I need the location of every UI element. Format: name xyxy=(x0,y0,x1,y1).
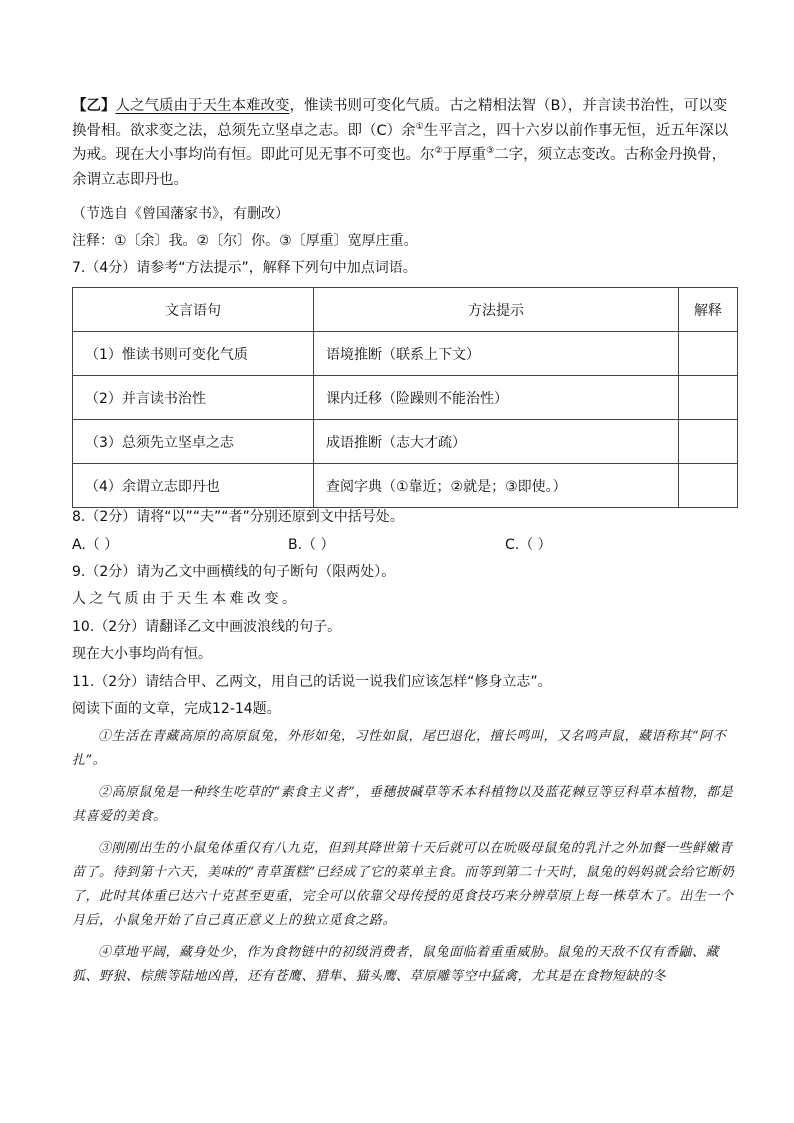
header-method: 方法提示 xyxy=(314,288,679,332)
source-note: （节选自《曾国藩家书》，有删改） xyxy=(72,206,289,222)
table-header-row xyxy=(73,288,738,332)
row-2-sentence: （2）并言读书治性 xyxy=(73,376,314,420)
passage-paragraph-1: ①生活在青藏高原的高原鼠兔，外形如兔，习性如鼠，尾巴退化，擅长鸣叫，又名鸣声鼠，藏语称其“阿不扎”。 xyxy=(72,729,727,768)
note-mark-3: ③ xyxy=(486,146,495,157)
row-2-method: 课内迁移（险躁则不能治性） xyxy=(314,376,679,420)
q8-option-a[interactable]: A.（ ） xyxy=(72,537,119,553)
yi-tag: 【乙】 xyxy=(72,98,116,114)
q7-table xyxy=(72,287,738,508)
underlined-sentence: 人之气质由于天生本难改变 xyxy=(115,98,290,114)
annotations: 注释：①〔余〕我。②〔尔〕你。③〔厚重〕宽厚庄重。 xyxy=(72,233,418,249)
yi-text-4: 二字，须立志变改。古称金丹换骨，余谓立志即丹也。 xyxy=(72,147,727,188)
row-4-sentence: （4）余谓立志即丹也 xyxy=(73,464,314,508)
header-sentence: 文言语句 xyxy=(73,288,314,332)
yi-text-2: 生平言之，四十六岁以前作事无恒，近五年深以为戒。现在大小事均尚有恒。即此可见无事不可变也。尔 xyxy=(72,122,729,163)
row-1-method: 语境推断（联系上下文） xyxy=(314,332,679,376)
q10-title: 10.（2分）请翻译乙文中画波浪线的句子。 xyxy=(72,619,342,635)
q8-option-b[interactable]: B.（ ） xyxy=(288,537,335,553)
yi-passage xyxy=(72,94,740,192)
row-3-answer-cell[interactable] xyxy=(679,420,738,464)
yi-text-1: ，惟读书则可变化气质。古之精相法智（B），并言读书治性，可以变换骨相。欲求变之法，总须先立坚卓之志。即（C）余 xyxy=(72,98,728,139)
row-4-method: 查阅字典（①靠近；②就是；③即使。） xyxy=(314,464,679,508)
q7-title: 7.（4分）请参考“方法提示”，解释下列句中加点词语。 xyxy=(72,260,417,276)
note-mark-1: ① xyxy=(415,121,424,132)
row-1-answer-cell[interactable] xyxy=(679,332,738,376)
q9-sentence: 人之气质由于天生本难改变。 xyxy=(72,591,300,607)
table-row xyxy=(73,420,738,464)
q10-sentence: 现在大小事均尚有恒。 xyxy=(72,646,212,662)
reading-passage xyxy=(72,725,740,997)
header-explanation: 解释 xyxy=(679,288,738,332)
q9-title: 9.（2分）请为乙文中画横线的句子断句（限两处）。 xyxy=(72,564,396,580)
passage-paragraph-4: ④草地平阔，藏身处少，作为食物链中的初级消费者，鼠兔面临着重重威胁。鼠兔的天敌不仅有香鼬、藏狐、野狼、棕熊等陆地凶兽，还有苍鹰、猎隼、猫头鹰、草原雕等空中猛禽，尤其是在食物短缺的冬 xyxy=(72,945,720,984)
table-row xyxy=(73,376,738,420)
note-mark-2: ② xyxy=(434,146,443,157)
row-2-answer-cell[interactable] xyxy=(679,376,738,420)
passage-paragraph-2: ②高原鼠兔是一种终生吃草的“素食主义者”，垂穗披碱草等禾本科植物以及蓝花棘豆等豆科草本植物，都是其喜爱的美食。 xyxy=(72,785,734,824)
q11-title: 11.（2分）请结合甲、乙两文，用自己的话说一说我们应该怎样“修身立志”。 xyxy=(72,674,552,690)
passage-paragraph-3: ③刚刚出生的小鼠兔体重仅有八九克，但到其降世第十天后就可以在吮吸母鼠兔的乳汁之外加餐一些鲜嫩青苗了。待到第十六天，美味的“青草蛋糕”已经成了它的菜单主食。而等到第二十天时，鼠兔的妈妈就会给它断奶了，此时其体重已达六十克甚至更重，完全可以依靠父母传授的觅食技巧来分辨草原上每一株草木了。出生一个月后，小鼠兔开始了自己真正意义上的独立觅食之路。 xyxy=(72,841,735,928)
table-row xyxy=(73,332,738,376)
row-4-answer-cell[interactable] xyxy=(679,464,738,508)
reading-intro: 阅读下面的文章，完成12-14题。 xyxy=(72,701,281,717)
q8-option-c[interactable]: C.（ ） xyxy=(505,537,552,553)
row-3-method: 成语推断（志大才疏） xyxy=(314,420,679,464)
q8-title: 8.（2分）请将“以”“夫”“者”分别还原到文中括号处。 xyxy=(72,509,404,525)
row-1-sentence: （1）惟读书则可变化气质 xyxy=(73,332,314,376)
table-row xyxy=(73,464,738,508)
row-3-sentence: （3）总须先立坚卓之志 xyxy=(73,420,314,464)
yi-text-3: 于厚重 xyxy=(442,147,487,163)
